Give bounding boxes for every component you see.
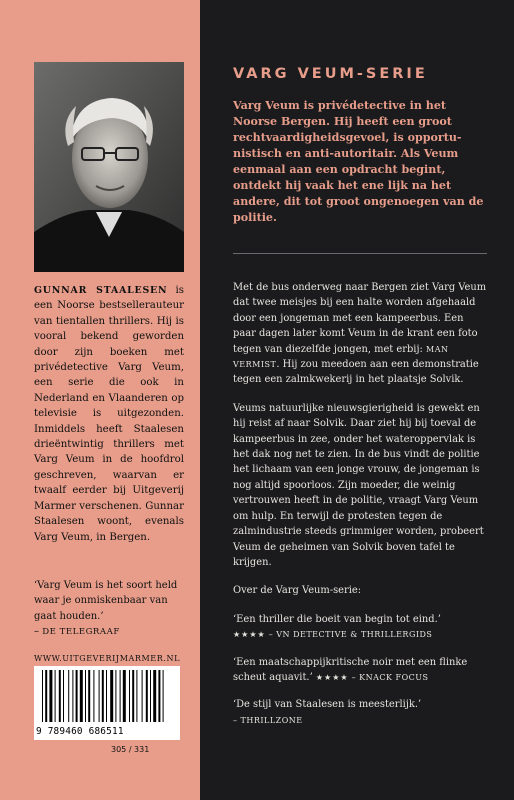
author-portrait-image bbox=[34, 62, 184, 272]
author-bio bbox=[34, 283, 184, 545]
publisher-url[interactable]: WWW.UITGEVERIJMARMER.NL bbox=[34, 654, 180, 663]
barcode-bar bbox=[80, 670, 83, 722]
right-panel bbox=[200, 0, 514, 800]
review-1-stars: ★★★★ bbox=[233, 630, 266, 640]
barcode-bar bbox=[72, 670, 73, 722]
barcode-bar bbox=[110, 670, 113, 722]
blurb-body bbox=[233, 280, 489, 740]
series-title: VARG VEUM-SERIE bbox=[233, 66, 428, 82]
left-quote-source: DE TELEGRAAF bbox=[42, 627, 120, 638]
left-panel bbox=[0, 0, 200, 800]
author-photo bbox=[34, 62, 184, 272]
left-review-quote bbox=[34, 578, 184, 641]
blurb-p1-text: Met de bus onderweg naar Bergen ziet Varg Veum dat twee meisjes bij een halte worden afgehaald door een jongeman met een kampeerbus. Een paar dagen later komt Veum in de krant een foto tegen van diezelfde jongen, met erbij: bbox=[233, 282, 487, 355]
barcode-bar bbox=[150, 670, 151, 722]
barcode-bar bbox=[123, 670, 126, 722]
barcode-bar bbox=[99, 670, 100, 722]
barcode-bar bbox=[158, 670, 160, 722]
barcode-bar bbox=[136, 670, 137, 722]
review-2-text: ‘Een maatschappijkritische noir met een flinke scheut aquavit.’ bbox=[233, 656, 468, 683]
barcode-bar bbox=[63, 670, 64, 722]
isbn-number: 9 789460 686511 bbox=[36, 726, 124, 737]
barcode-bar bbox=[115, 670, 116, 722]
review-3-source: – THRILLZONE bbox=[233, 715, 303, 725]
product-code: 305 / 331 bbox=[111, 745, 150, 754]
review-quote-3 bbox=[233, 697, 489, 728]
left-quote-text: ‘Varg Veum is het soort held waar je onmiskenbaar van gaat houden.’ bbox=[34, 580, 178, 622]
review-quote-2 bbox=[233, 655, 489, 686]
barcode-bar bbox=[102, 670, 104, 722]
barcode-bar bbox=[42, 670, 43, 722]
series-lead: Varg Veum is privédetective in het Noorse Bergen. Hij heeft een groot rechtvaardigheidsgevoel, is opportunistisch en anti-autoritair. Als Veum eenmaal aan een opdracht begint, ontdekt hij vaak het ene lijk na het andere, dit tot groot ongenoegen van de politie. bbox=[233, 99, 484, 224]
barcode-bar bbox=[163, 670, 164, 722]
blurb-p1-smallcaps: MAN VERMIST bbox=[233, 344, 449, 370]
blurb-p1-text-end: . Hij zou meedoen aan een demonstratie tegen een zalmkwekerij in het plaatsje Solvik. bbox=[233, 359, 479, 386]
author-bio-text: is een Noorse bestsellerauteur van tientallen thrillers. Hij is vooral bekend geworden door zijn boeken met privédetective Varg Veum, een serie die ook in Nederland en Vlaanderen op televisie is uitgezonden. Inmiddels heeft Staalesen drieëntwintig thrillers met Varg Veum in de hoofdrol geschreven, waarvan er twaalf eerder bij Uitgeverij Marmer verschenen. Gunnar Staalesen woont, evenals Varg Veum, in Bergen. bbox=[34, 285, 184, 543]
barcode-bar bbox=[142, 670, 143, 722]
barcode-bar bbox=[55, 670, 56, 722]
review-3-text: ‘De stijl van Staalesen is meesterlijk.’ bbox=[233, 699, 422, 711]
barcode-bar bbox=[120, 670, 121, 722]
review-2-source: – KNACK FOCUS bbox=[348, 672, 429, 682]
author-name: GUNNAR STAALESEN bbox=[34, 285, 168, 296]
barcode-bar bbox=[146, 670, 148, 722]
barcode-bar bbox=[76, 670, 78, 722]
blurb-paragraph-2: Veums natuurlijke nieuwsgierigheid is gewekt en hij reist af naar Solvik. Daar ziet hij bij toeval de kampeerbus in zee, onder het wateroppervlak is het dak nog net te zien. In de bus vindt de politie het lichaam van een jonge vrouw, de jongeman is nog altijd spoorloos. Zijn moeder, die weinig vertrouwen heeft in de politie, vraagt Varg Veum om hulp. En terwijl de protesten tegen de zalmindustrie steeds grimmiger worden, probeert Veum de geheimen van Solvik boven tafel te krijgen. bbox=[233, 402, 484, 568]
barcode-bar bbox=[85, 670, 86, 722]
barcode-bar bbox=[59, 670, 61, 722]
barcode-bar bbox=[88, 670, 90, 722]
review-2-stars: ★★★★ bbox=[315, 672, 349, 682]
barcode-bars bbox=[34, 666, 180, 724]
review-1-text: ‘Een thriller die boeit van begin tot eind.’ bbox=[233, 613, 441, 625]
barcode-bar bbox=[45, 670, 47, 722]
section-divider bbox=[233, 253, 487, 254]
barcode-bar bbox=[93, 670, 94, 722]
barcode-bar bbox=[132, 670, 134, 722]
barcode-bar bbox=[129, 670, 130, 722]
barcode-bar bbox=[68, 670, 69, 722]
barcode-bar bbox=[153, 670, 156, 722]
barcode-bar bbox=[49, 670, 52, 722]
barcode-bar bbox=[106, 670, 107, 722]
blurb-paragraph-1 bbox=[233, 280, 489, 388]
left-quote-dash: – bbox=[34, 626, 43, 638]
series-reviews-heading: Over de Varg Veum-serie: bbox=[233, 585, 362, 597]
review-quote-1 bbox=[233, 612, 489, 643]
review-1-source: – VN DETECTIVE & THRILLERGIDS bbox=[265, 630, 433, 640]
